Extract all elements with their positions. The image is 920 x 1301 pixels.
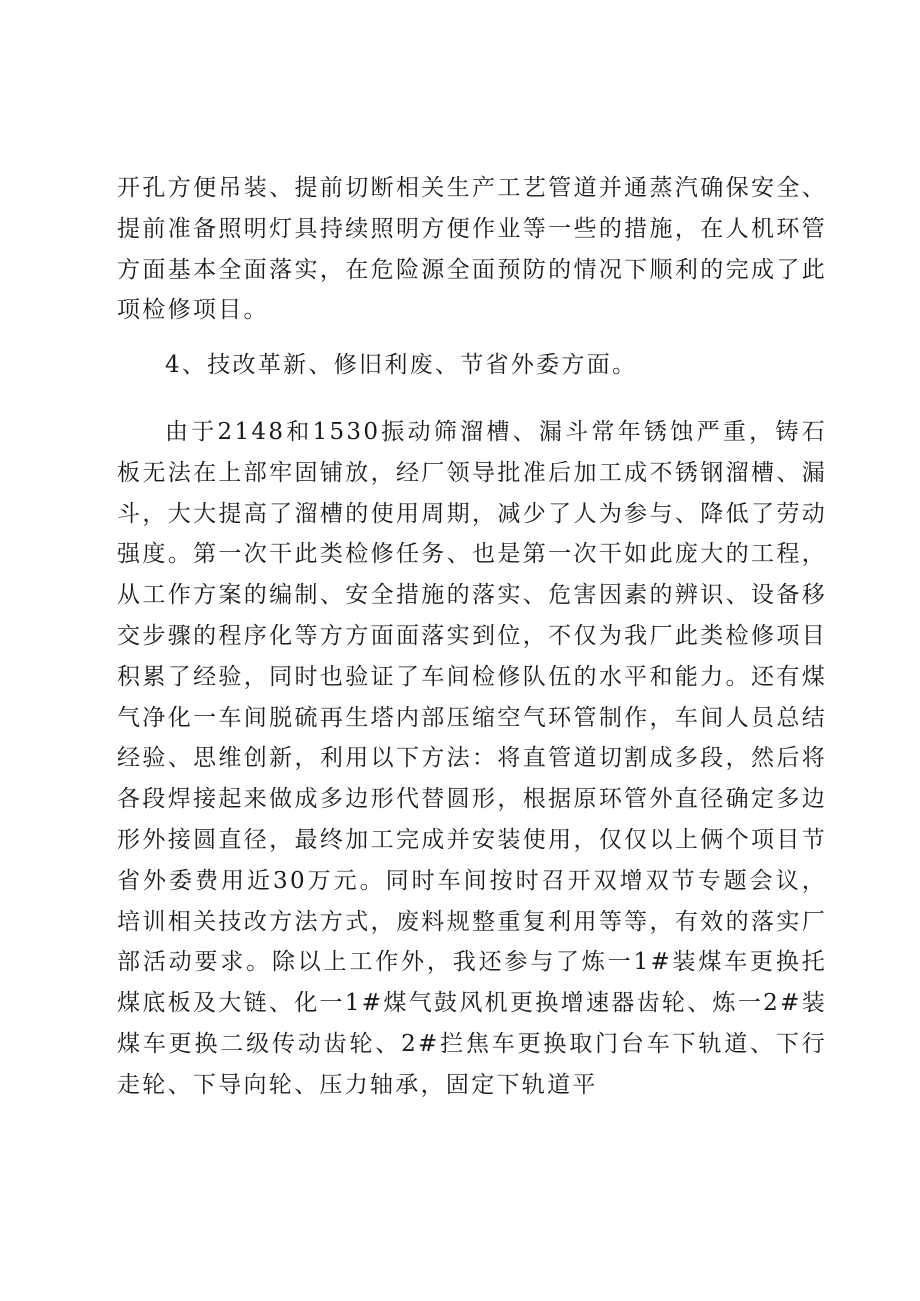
document-page bbox=[117, 168, 827, 1106]
section-4-heading: 4、技改革新、修旧利废、节省外委方面。 bbox=[165, 352, 638, 379]
continuation-paragraph: 开孔方便吊装、提前切断相关生产工艺管道并通蒸汽确保安全、提前准备照明灯具持续照明方便作业等一些的措施，在人机环管方面基本全面落实，在危险源全面预防的情况下顺利的完成了此项检修项目。 bbox=[117, 175, 827, 324]
section-4-body-paragraph: 由于2148和1530振动筛溜槽、漏斗常年锈蚀严重，铸石板无法在上部牢固铺放，经厂领导批准后加工成不锈钢溜槽、漏斗，大大提高了溜槽的使用周期，减少了人为参与、降低了劳动强度。第一次干此类检修任务、也是第一次干如此庞大的工程，从工作方案的编制、安全措施的落实、危害因素的辨识、设备移交步骤的程序化等方方面面落实到位，不仅为我厂此类检修项目积累了经验，同时也验证了车间检修队伍的水平和能力。还有煤气净化一车间脱硫再生塔内部压缩空气环管制作，车间人员总结经验、思维创新，利用以下方法：将直管道切割成多段，然后将各段焊接起来做成多边形代替圆形，根据原环管外直径确定多边形外接圆直径，最终加工完成并安装使用，仅仅以上俩个项目节省外委费用近30万元。同时车间按时召开双增双节专题会议，培训相关技改方法方式，废料规整重复利用等等，有效的落实厂部活动要求。除以上工作外，我还参与了炼一1#装煤车更换托煤底板及大链、化一1#煤气鼓风机更换增速器齿轮、炼一2#装煤车更换二级传动齿轮、2#拦焦车更换取门台车下轨道、下行走轮、下导向轮、压力轴承，固定下轨道平 bbox=[117, 418, 827, 1098]
